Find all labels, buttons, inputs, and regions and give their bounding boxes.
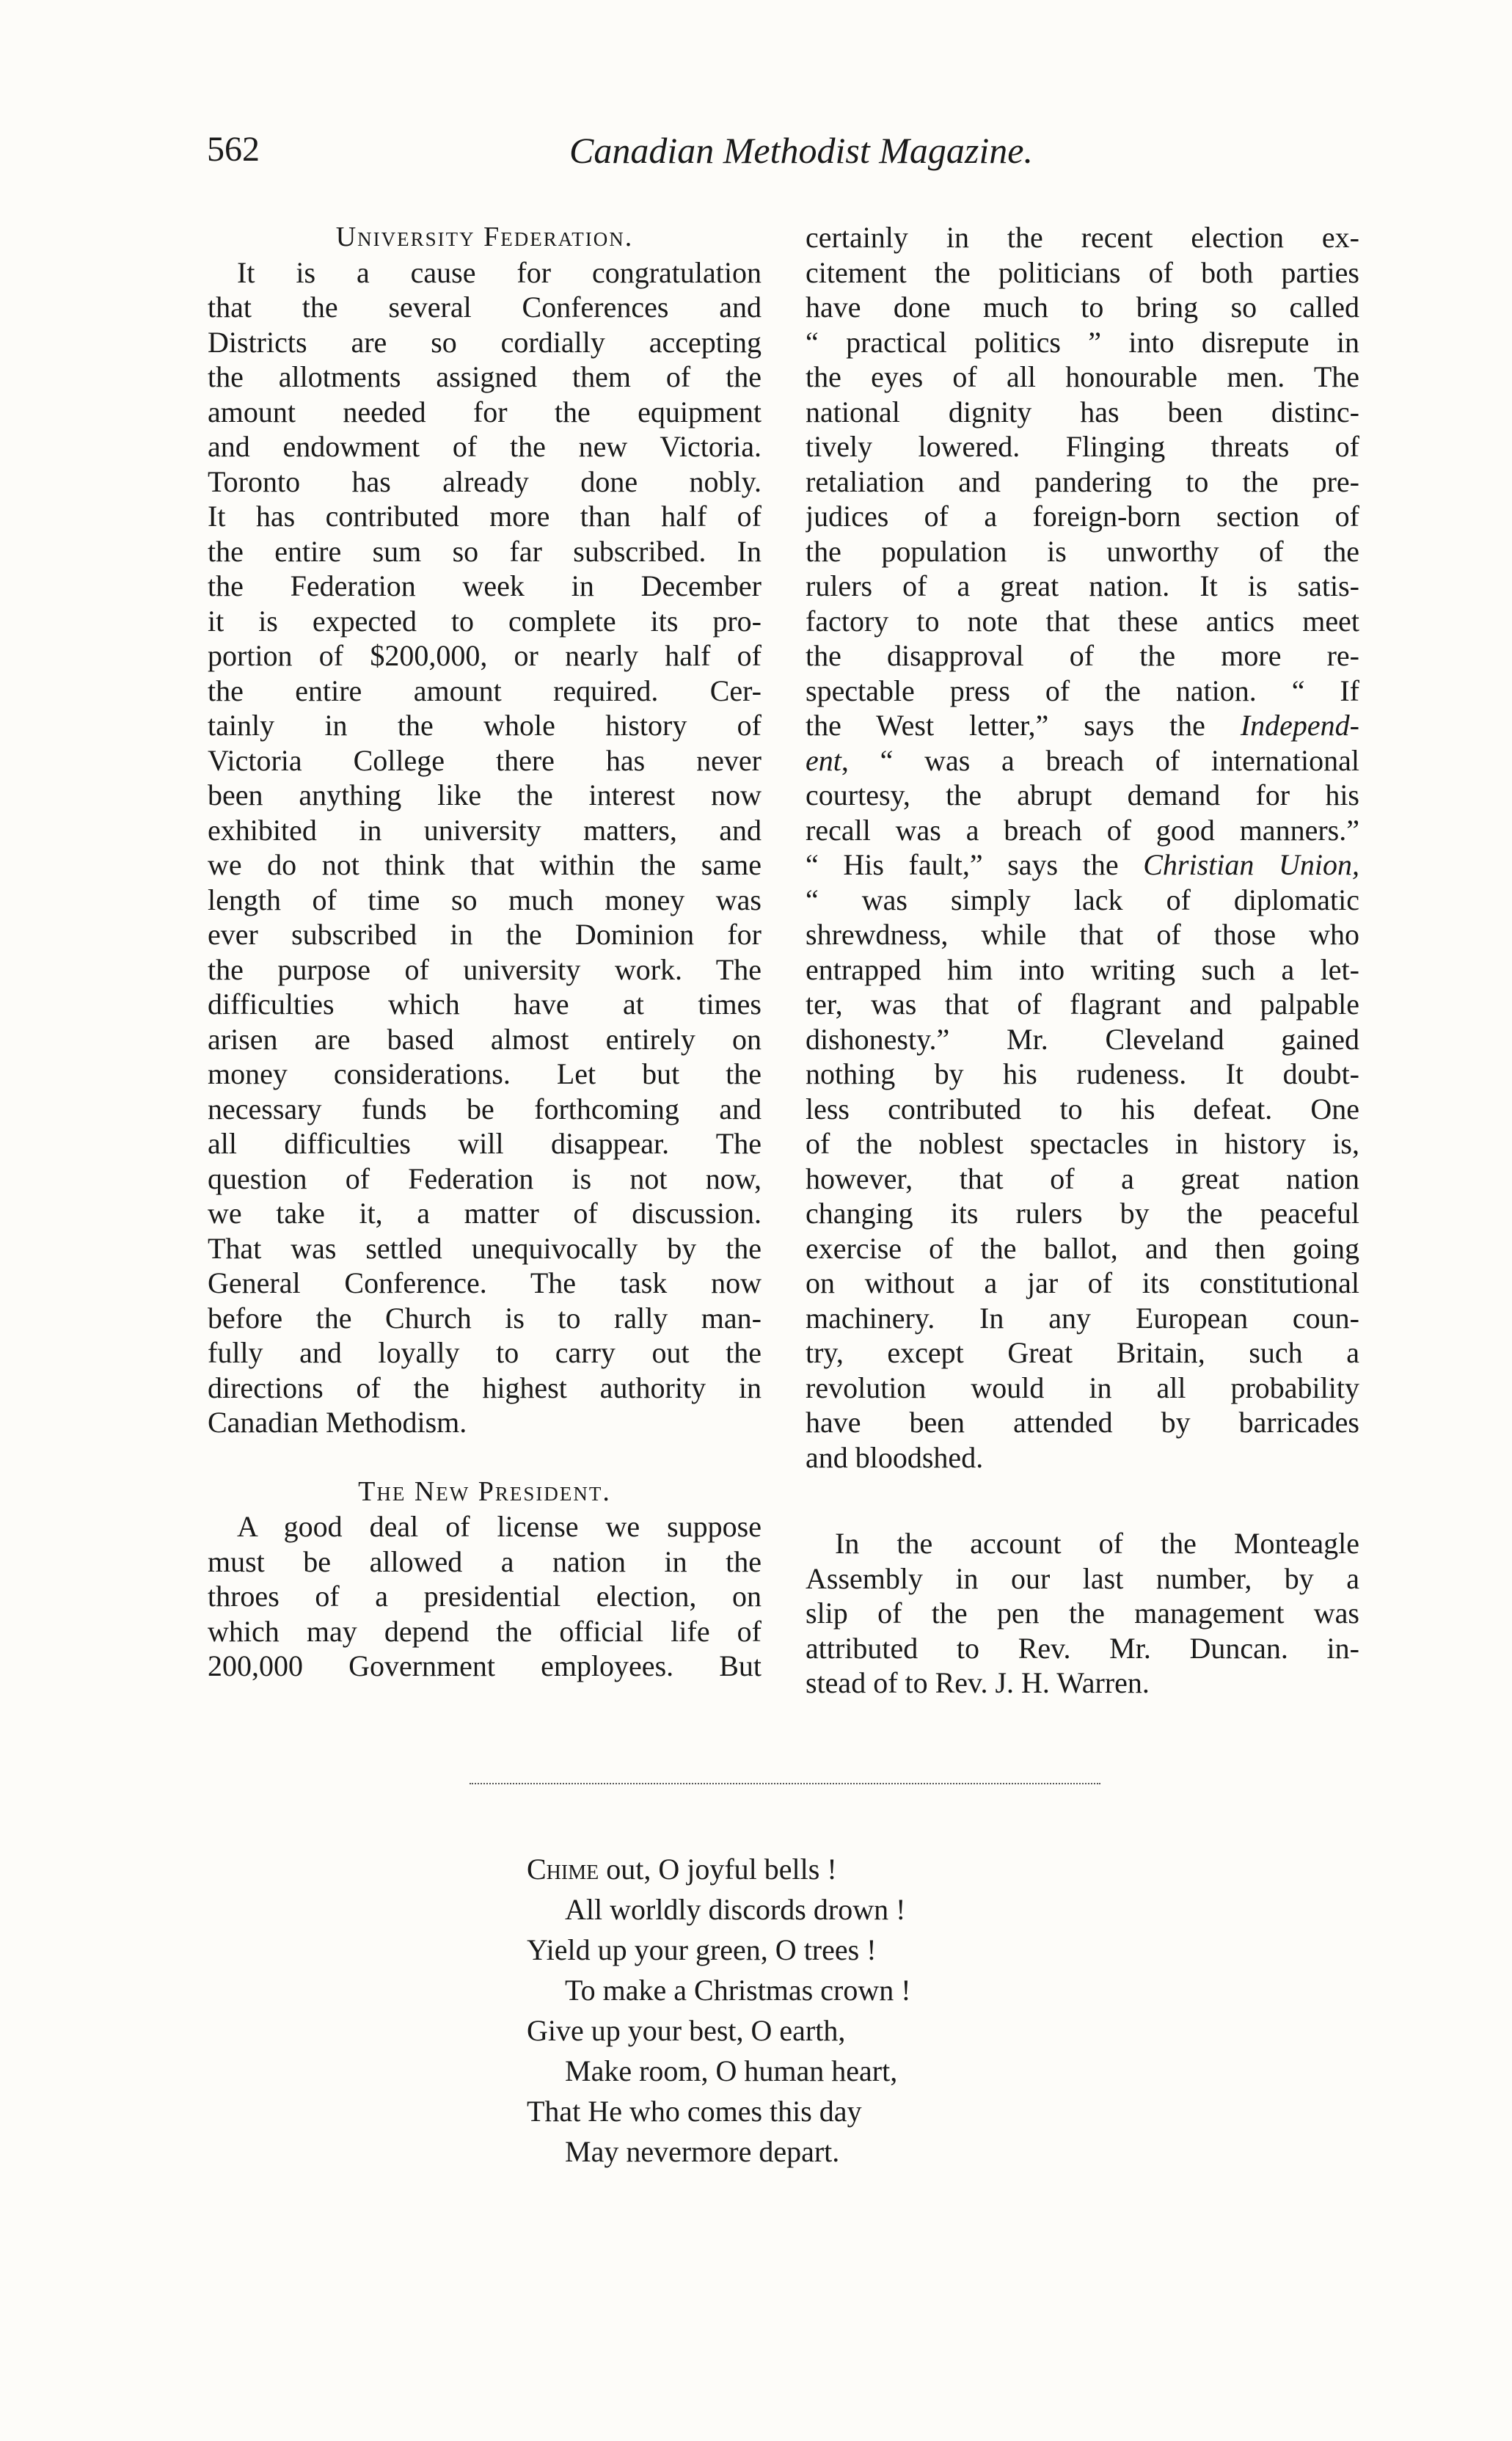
text-line: before the Church is to rally man-: [208, 1301, 762, 1335]
text-line: machinery. In any European coun-: [806, 1301, 1359, 1335]
text-line: have done much to bring so called: [806, 291, 1359, 324]
text-line: the Federation week in December: [208, 569, 762, 602]
text-line: [806, 743, 1359, 778]
text-line: that the several Conferences and: [208, 291, 762, 324]
text-line: the eyes of all honourable men. The: [806, 360, 1359, 393]
poem-line: May nevermore depart.: [565, 2135, 840, 2168]
text-line: national dignity has been distinc-: [806, 395, 1359, 428]
text-line: necessary funds be forthcoming and: [208, 1092, 762, 1125]
text-line: difficulties which have at times: [208, 988, 762, 1021]
poem-line: [527, 1849, 911, 1889]
right-column: [806, 220, 1359, 1701]
text-line: A good deal of license we suppose: [237, 1510, 762, 1543]
poem-line: Give up your best, O earth,: [527, 2014, 846, 2047]
text-fragment: the West letter,” says the: [806, 709, 1241, 742]
article-new-president-continued: [806, 220, 1359, 1475]
text-line: “ practical politics ” into disrepute in: [806, 325, 1359, 359]
text-fragment: “ His fault,” says the: [806, 848, 1144, 881]
text-line: [806, 708, 1359, 743]
text-line: exercise of the ballot, and then going: [806, 1231, 1359, 1265]
text-line: judices of a foreign-born section of: [806, 500, 1359, 533]
correction-note: [806, 1526, 1359, 1701]
text-line: fully and loyally to carry out the: [208, 1336, 762, 1369]
magazine-title: Canadian Methodist Magazine.: [569, 130, 1033, 171]
periodical-name: Christian Union,: [1143, 848, 1359, 881]
text-line: portion of $200,000, or nearly half of: [208, 639, 762, 672]
text-line: It has contributed more than half of: [208, 500, 762, 533]
text-line: length of time so much money was: [208, 883, 762, 916]
text-line: nothing by his rudeness. It doubt-: [806, 1057, 1359, 1090]
left-column: [208, 220, 762, 1684]
poem-initial-word: Chime: [527, 1853, 599, 1886]
section-divider: [470, 1783, 1100, 1787]
page-number: 562: [207, 130, 260, 169]
text-line: [806, 847, 1359, 883]
poem-line: To make a Christmas crown !: [565, 1974, 911, 2007]
article-university-federation: [208, 255, 762, 1440]
text-line: the disapproval of the more re-: [806, 639, 1359, 672]
text-line: Canadian Methodism.: [208, 1406, 467, 1439]
text-line: In the account of the Monteagle: [835, 1527, 1359, 1560]
text-line: try, except Great Britain, such a: [806, 1336, 1359, 1369]
text-line: of the noblest spectacles in history is,: [806, 1127, 1359, 1160]
text-line: stead of to Rev. J. H. Warren.: [806, 1666, 1150, 1699]
text-line: That was settled unequivocally by the: [208, 1231, 762, 1265]
text-line: revolution would in all probability: [806, 1371, 1359, 1404]
text-line: courtesy, the abrupt demand for his: [806, 778, 1359, 811]
periodical-name: Independ-: [1240, 709, 1359, 742]
text-line: which may depend the official life of: [208, 1614, 762, 1648]
text-line: been anything like the interest now: [208, 778, 762, 811]
text-line: citement the politicians of both parties: [806, 255, 1359, 289]
text-line: the purpose of university work. The: [208, 952, 762, 986]
text-line: It is a cause for congratulation: [237, 255, 762, 289]
text-line: we take it, a matter of discussion.: [208, 1197, 762, 1230]
text-line: 200,000 Government employees. But: [208, 1649, 762, 1682]
poem-line: All worldly discords drown !: [565, 1893, 906, 1926]
text-line: and endowment of the new Victoria.: [208, 430, 762, 463]
text-line: we do not think that within the same: [208, 848, 762, 881]
section-heading-new-president: The New President.: [358, 1475, 611, 1507]
text-fragment: , “ was a breach of international: [841, 743, 1359, 777]
text-line: directions of the highest authority in: [208, 1371, 762, 1404]
text-line: ter, was that of flagrant and palpable: [806, 988, 1359, 1021]
text-line: attributed to Rev. Mr. Duncan. in-: [806, 1631, 1359, 1665]
spacer: [806, 1475, 1359, 1526]
poem-line: Yield up your green, O trees !: [527, 1933, 877, 1966]
text-line: General Conference. The task now: [208, 1266, 762, 1299]
poem-line: That He who comes this day: [527, 2095, 862, 2128]
text-line: question of Federation is not now,: [208, 1161, 762, 1195]
text-line: it is expected to complete its pro-: [208, 604, 762, 638]
text-line: Districts are so cordially accepting: [208, 325, 762, 359]
periodical-name: ent: [806, 743, 841, 777]
text-line: ever subscribed in the Dominion for: [208, 918, 762, 951]
text-line: the entire sum so far subscribed. In: [208, 534, 762, 568]
text-line: Toronto has already done nobly.: [208, 464, 762, 498]
text-line: slip of the pen the management was: [806, 1597, 1359, 1630]
poem-line: Make room, O human heart,: [565, 2054, 898, 2087]
text-line: certainly in the recent election ex-: [806, 221, 1359, 254]
text-line: dishonesty.” Mr. Cleveland gained: [806, 1022, 1359, 1056]
text-line: however, that of a great nation: [806, 1161, 1359, 1195]
text-line: Victoria College there has never: [208, 743, 762, 777]
christmas-poem: [527, 1849, 911, 2172]
text-line: less contributed to his defeat. One: [806, 1092, 1359, 1125]
text-fragment: out, O joyful bells !: [599, 1853, 837, 1886]
text-line: all difficulties will disappear. The: [208, 1127, 762, 1160]
text-line: have been attended by barricades: [806, 1406, 1359, 1439]
text-line: exhibited in university matters, and: [208, 813, 762, 847]
text-line: Assembly in our last number, by a: [806, 1561, 1359, 1595]
text-line: “ was simply lack of diplomatic: [806, 883, 1359, 916]
spacer: [208, 1440, 762, 1475]
text-line: the population is unworthy of the: [806, 534, 1359, 568]
article-new-president: [208, 1509, 762, 1684]
text-line: recall was a breach of good manners.”: [806, 813, 1359, 847]
section-heading-university-federation: University Federation.: [335, 222, 634, 252]
text-line: must be allowed a nation in the: [208, 1544, 762, 1578]
text-line: retaliation and pandering to the pre-: [806, 464, 1359, 498]
text-line: tively lowered. Flinging threats of: [806, 430, 1359, 463]
text-line: shrewdness, while that of those who: [806, 918, 1359, 951]
text-line: spectable press of the nation. “ If: [806, 674, 1359, 707]
text-line: factory to note that these antics meet: [806, 604, 1359, 638]
text-line: amount needed for the equipment: [208, 395, 762, 428]
text-line: the entire amount required. Cer-: [208, 674, 762, 707]
text-line: rulers of a great nation. It is satis-: [806, 569, 1359, 602]
running-head: [207, 129, 1366, 188]
text-line: money considerations. Let but the: [208, 1057, 762, 1090]
text-line: the allotments assigned them of the: [208, 360, 762, 393]
text-line: entrapped him into writing such a let-: [806, 952, 1359, 986]
text-line: tainly in the whole history of: [208, 709, 762, 742]
text-line: and bloodshed.: [806, 1440, 984, 1474]
text-line: arisen are based almost entirely on: [208, 1022, 762, 1056]
text-line: throes of a presidential election, on: [208, 1580, 762, 1613]
text-line: changing its rulers by the peaceful: [806, 1197, 1359, 1230]
text-line: on without a jar of its constitutional: [806, 1266, 1359, 1299]
